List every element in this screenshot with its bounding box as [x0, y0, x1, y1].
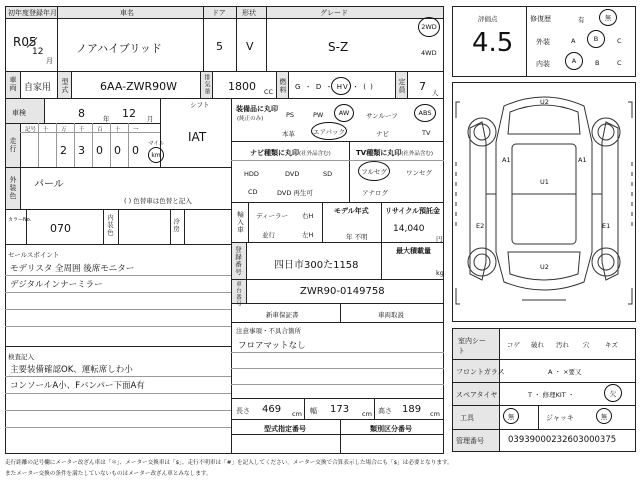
displacement-label: 排気量	[203, 74, 210, 95]
max-load-kg: kg	[436, 269, 444, 277]
diag-label-a1-right: A1	[578, 156, 587, 164]
int-grade-b: B	[595, 59, 600, 67]
inspector-line2: コンソールA小、Fバンパー下面A有	[10, 381, 145, 391]
equip-pw: PW	[313, 111, 324, 119]
navi-cd: CD	[248, 188, 258, 196]
jack-label: ジャッキ	[546, 414, 574, 422]
navi-hdd: HDD	[244, 170, 259, 178]
sheet-dirt: 汚れ	[556, 341, 569, 349]
tv-label: TV種類に丸印(社外品含む)	[356, 149, 433, 157]
inspection-year: 8	[78, 107, 85, 120]
equip-aw-circle: AW	[334, 104, 354, 122]
capacity-unit: 人	[432, 89, 439, 97]
equip-sunroof: サンルーフ	[366, 112, 398, 120]
recycle-amount: 14,040	[393, 224, 425, 234]
max-load-label: 最大積載量	[396, 247, 431, 255]
import-dealer: ディーラー	[256, 212, 288, 220]
footnote-line1: 走行距離の記号欄にメーター改ざん車は「＊」、メーター交換車は「$」、走行不明車は「#」を記入してください。メーター交換で合算表示した場合にも「$」は必要となります。	[5, 460, 453, 466]
interior-color-label: 内装色	[106, 214, 114, 237]
import-label: 輸入車	[236, 211, 244, 234]
cooler-label: 冷房	[172, 218, 180, 233]
exterior-color: パール	[34, 179, 64, 190]
score: 4.5	[472, 28, 514, 58]
width-unit: cm	[362, 410, 372, 418]
mileage-km-circle: km	[148, 147, 164, 163]
diag-label-e2: E2	[476, 222, 485, 230]
vehicle-label: 車両	[9, 76, 17, 92]
vehicle-damage-diagram	[452, 82, 636, 322]
color-no-label: カラーNo.	[8, 217, 32, 223]
model: 6AA-ZWR90W	[100, 80, 178, 93]
mileage-digit-header: 十	[115, 127, 121, 133]
length: 469	[262, 404, 282, 415]
sheet-burn: コゲ	[507, 341, 520, 349]
reg-year-label: 初年度登録年月	[8, 9, 57, 17]
windshield-label: フロントガラス	[456, 368, 505, 376]
repair-no-circle: 無	[599, 9, 617, 26]
navi-dvd: DVD	[285, 170, 300, 178]
inspection-month: 12	[122, 107, 136, 120]
diag-label-u1: U1	[540, 178, 549, 186]
equip-abs-circle: ABS	[414, 104, 436, 122]
interior-sheet-label: 室内シート	[458, 337, 486, 355]
import-parallel: 並行	[262, 231, 275, 239]
tv-oneseg: ワンセグ	[406, 169, 432, 177]
fuel-options: G ・ D ・ HV ・ ( )	[295, 83, 374, 91]
shape-label: 形状	[242, 9, 256, 17]
import-left: 左H	[302, 231, 314, 239]
drive-2wd-circle: 2WD	[418, 17, 440, 37]
diag-label-a1-left: A1	[502, 156, 511, 164]
equip-leather: 本革	[282, 130, 295, 138]
tools-none-circle: 無	[503, 408, 519, 424]
doc-warranty: 新車保証書	[266, 311, 299, 319]
fuel-label: 燃料	[279, 78, 287, 94]
windshield-items: A ・ ×要又	[548, 368, 582, 376]
usage: 自家用	[24, 83, 52, 93]
int-grade-c: C	[617, 59, 622, 67]
mileage-digit-header: 百	[97, 127, 103, 133]
grade-label: グレード	[320, 9, 348, 17]
mileage-unit-mile: マイル	[148, 141, 165, 147]
mileage-digit: 0	[96, 144, 103, 157]
tv-analog: アナログ	[362, 189, 388, 197]
sales-point-line1: モデリスタ 全周囲 後席モニター	[10, 264, 135, 274]
navi-dvd-play: DVD 再生可	[277, 189, 313, 197]
jack-none-circle: 無	[596, 408, 612, 424]
repair-label: 修復歴	[530, 15, 551, 23]
grade: S-Z	[328, 40, 349, 54]
mileage-digit-header: 千	[79, 127, 85, 133]
import-right: 右H	[302, 212, 314, 220]
int-grade-a-circle: A	[565, 52, 583, 70]
navi-sd: SD	[323, 170, 333, 178]
diag-label-u2-bottom: U2	[540, 263, 549, 271]
mileage-digit-header: 十	[43, 127, 49, 133]
ext-grade-b-circle: B	[587, 30, 605, 48]
inspector-line1: 主要装備確認OK、運転席しわ小	[10, 365, 133, 375]
height-unit: cm	[430, 410, 440, 418]
ext-grade-a: A	[571, 37, 576, 45]
equipment-label: 装備品に丸印	[236, 105, 278, 113]
doors: 5	[216, 40, 223, 53]
control-no-label: 管理番号	[456, 437, 484, 445]
exterior-label: 外装色	[9, 176, 17, 200]
mileage-digit: 0	[132, 144, 139, 157]
caution-label: 注意事項・不具合箇所	[236, 327, 301, 335]
height: 189	[402, 404, 422, 415]
tools-label: 工具	[460, 414, 474, 422]
tv-fullseg-circle: フルセグ	[358, 161, 390, 181]
reg-month: 12	[32, 47, 44, 57]
mileage-digit-header: 一	[133, 127, 139, 133]
car-name-label: 車名	[120, 9, 134, 17]
model-label: 型式	[61, 78, 69, 94]
drive-4wd: 4WD	[421, 49, 437, 57]
sheet-hole: 穴	[583, 341, 590, 349]
sheet-tear: 破れ	[531, 341, 544, 349]
equipment-sublabel: (純正のみ)	[237, 116, 264, 122]
spare-label: スペアタイヤ	[456, 391, 498, 399]
mileage-digit: 2	[60, 144, 67, 157]
recycle-yen: 円	[436, 235, 443, 243]
exterior-note: ( ) 色替車は色替と記入	[124, 197, 192, 205]
ext-grade-c: C	[617, 37, 622, 45]
repair-yes: 有	[578, 16, 585, 24]
mileage-digit-header: 記号	[25, 127, 37, 133]
chassis-number: ZWR90-0149758	[300, 286, 385, 297]
caution-text: フロアマットなし	[238, 341, 306, 351]
mileage-digit: 3	[78, 144, 85, 157]
sheet-scratch: キズ	[605, 341, 618, 349]
footnote-line2: またメーター交換の条件を満たしていないものはメーター改ざん車とみなします。	[5, 471, 212, 477]
model-year: 年 不明	[346, 233, 368, 241]
control-no: 03939000232603000375	[508, 435, 617, 445]
length-label: 長さ	[236, 407, 250, 415]
mileage-digit: 0	[114, 144, 121, 157]
spare-none-circle: 欠	[604, 384, 622, 402]
registration-label: 登録番号	[234, 246, 242, 276]
recycle-label: リサイクル預託金	[385, 207, 441, 215]
height-label: 高さ	[378, 407, 392, 415]
chassis-label: 車台番号	[235, 281, 241, 307]
displacement: 1800	[228, 80, 256, 93]
shape: V	[246, 40, 254, 53]
registration-number: 四日市300た1158	[274, 260, 359, 271]
door-label: ドア	[212, 9, 226, 17]
shift: IAT	[188, 130, 207, 144]
color-no: 070	[50, 222, 71, 235]
diag-label-e1: E1	[602, 222, 611, 230]
fuel-hv-circle	[331, 77, 351, 95]
car-name: ノアハイブリッド	[76, 42, 162, 55]
mileage-digit-header: 万	[61, 127, 67, 133]
category-label: 類別区分番号	[370, 425, 412, 433]
mileage-label: 走行	[9, 137, 17, 153]
sales-point-line2: デジタルインナーミラー	[10, 280, 103, 290]
score-label: 評価点	[478, 15, 498, 23]
exterior-grade-label: 外装	[536, 38, 550, 46]
interior-grade-label: 内装	[536, 60, 550, 68]
inspection-label: 車検	[12, 109, 26, 117]
spare-items: T ・ 修理KIT ・	[528, 391, 575, 399]
width-label: 幅	[310, 407, 317, 415]
equip-navi: ナビ	[376, 130, 389, 138]
width: 173	[330, 404, 350, 415]
model-year-label: モデル年式	[334, 207, 369, 215]
inspector-label: 検査記入	[8, 353, 34, 361]
sales-point-label: セールスポイント	[8, 251, 60, 259]
inspection-year-unit: 年	[103, 115, 110, 123]
shift-label: シフト	[190, 101, 210, 109]
reg-month-unit: 月	[46, 57, 53, 65]
navi-label: ナビ種類に丸印(社外品含む)	[250, 149, 331, 157]
equip-airbag-circle: エアバック	[311, 122, 347, 140]
length-unit: cm	[292, 410, 302, 418]
inspection-month-unit: 月	[147, 115, 154, 123]
capacity-label: 定員	[398, 78, 406, 94]
doc-manual: 車両取説	[378, 311, 404, 319]
cc-unit: CC	[264, 88, 274, 96]
diag-label-u2-top: U2	[540, 98, 549, 106]
equip-ps: PS	[286, 111, 295, 119]
type-no-label: 型式指定番号	[264, 425, 306, 433]
reg-year: R05	[13, 35, 37, 49]
capacity: 7	[419, 80, 426, 93]
equip-tv: TV	[422, 129, 431, 137]
